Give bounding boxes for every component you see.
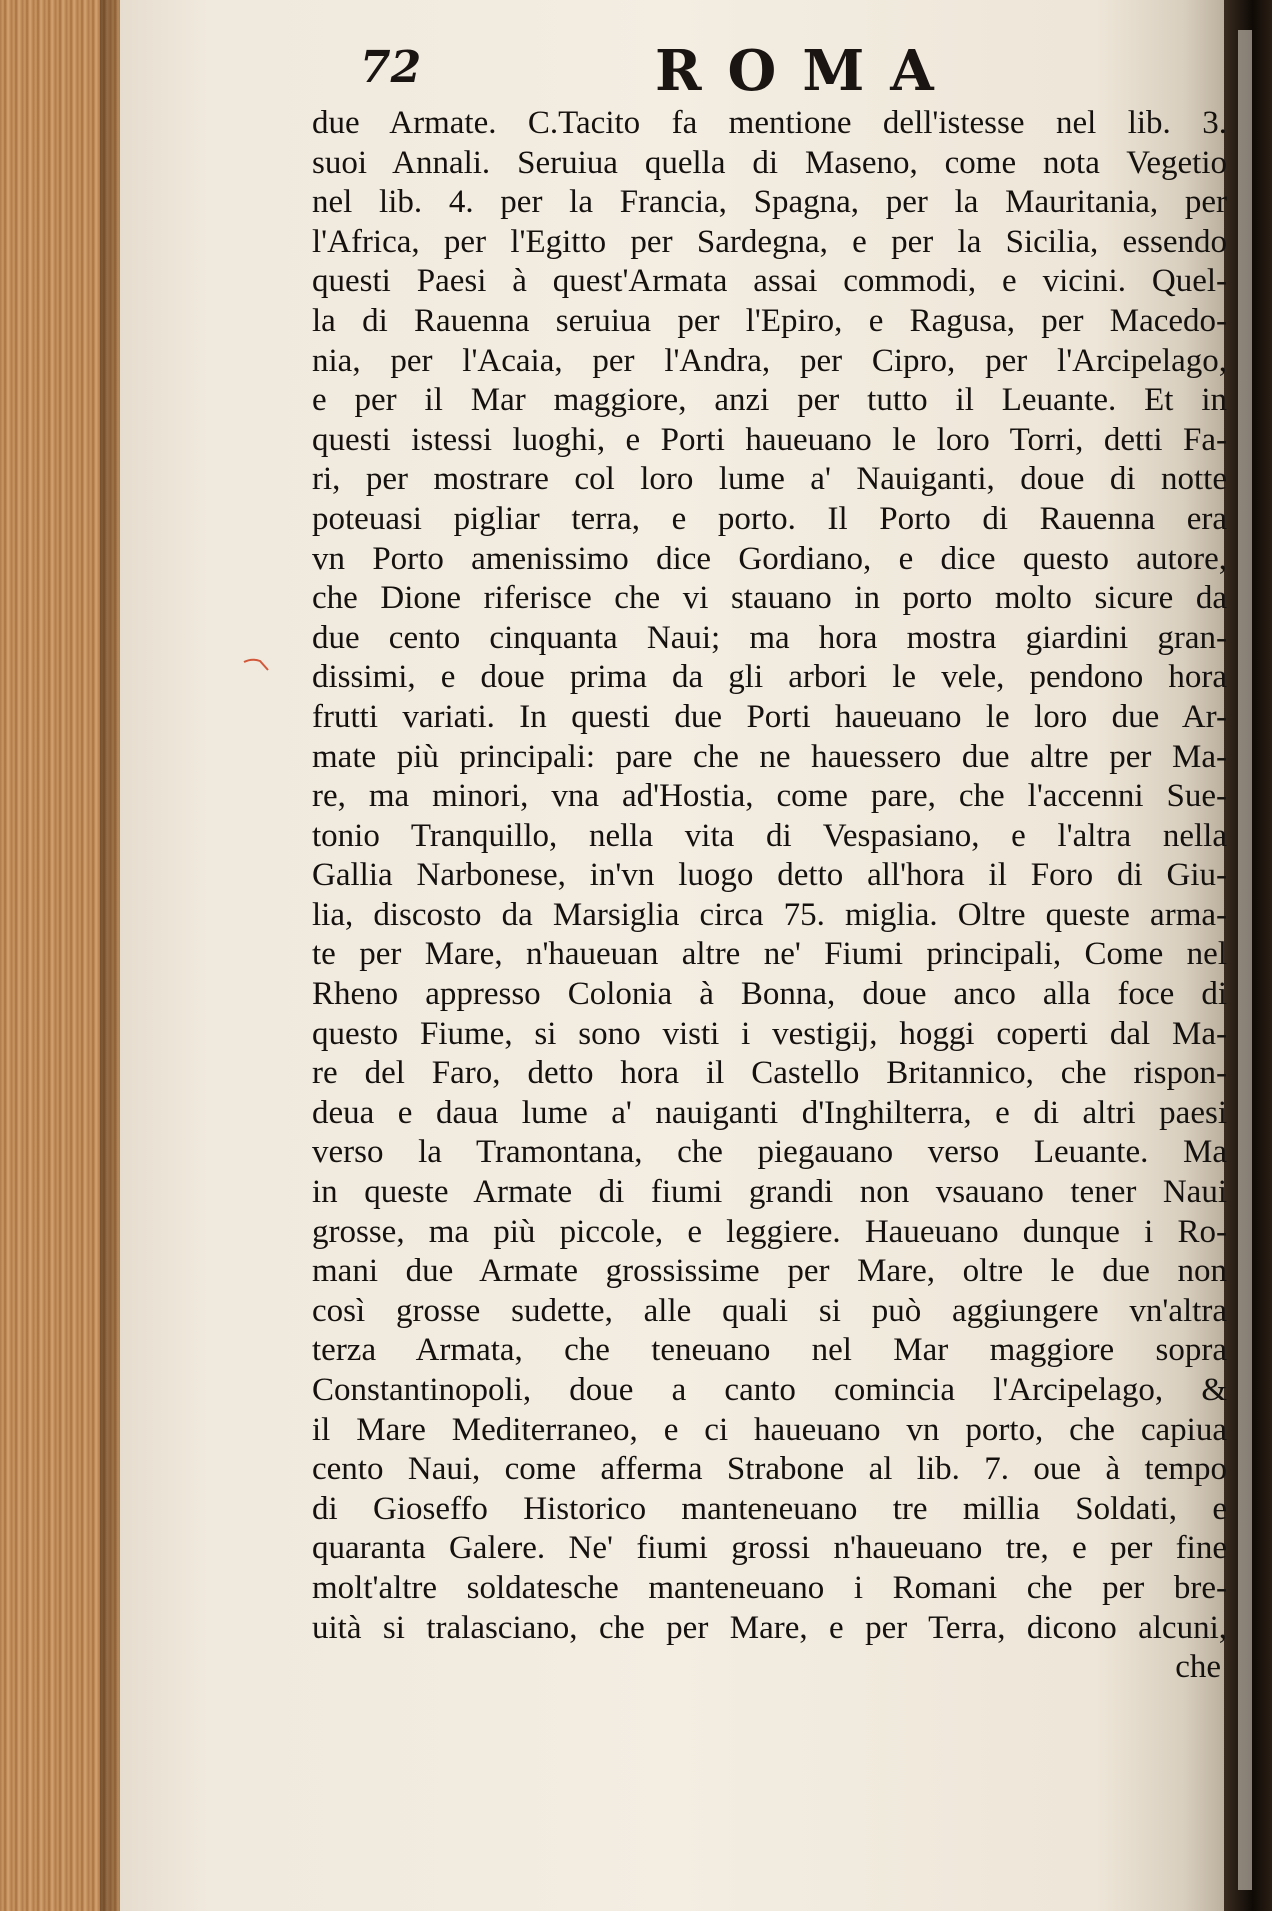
text-line: due cento cinquanta Naui; ma hora mostra giardini gran- bbox=[312, 619, 1227, 656]
text-line: verso la Tramontana, che piegauano verso Leuante. Ma bbox=[312, 1134, 1227, 1171]
text-line: molt'altre soldatesche manteneuano i Romani che per bre- bbox=[312, 1569, 1227, 1606]
text-line: questo Fiume, si sono visti i vestigij, hoggi coperti dal Ma- bbox=[312, 1015, 1227, 1052]
text-line: poteuasi pigliar terra, e porto. Il Porto di Rauenna era bbox=[312, 500, 1227, 537]
text-line: terza Armata, che teneuano nel Mar maggiore sopra bbox=[312, 1332, 1227, 1369]
text-line: questi Paesi à quest'Armata assai commodi, e vicini. Quel- bbox=[312, 263, 1227, 300]
page-header bbox=[360, 28, 980, 104]
text-line: in queste Armate di fiumi grandi non vsauano tener Naui bbox=[312, 1174, 1227, 1211]
text-line: dissimi, e doue prima da gli arbori le vele, pendono hora bbox=[312, 659, 1227, 696]
text-line: quaranta Galere. Ne' fiumi grossi n'haueuano tre, e per fine bbox=[312, 1530, 1227, 1567]
text-line: ri, per mostrare col loro lume a' Nauiganti, doue di notte bbox=[312, 461, 1227, 498]
text-line: la di Rauenna seruiua per l'Epiro, e Ragusa, per Macedo- bbox=[312, 302, 1227, 339]
text-line: e per il Mar maggiore, anzi per tutto il Leuante. Et in bbox=[312, 382, 1227, 419]
text-line: re, ma minori, vna ad'Hostia, come pare, che l'accenni Sue- bbox=[312, 778, 1227, 815]
text-line: frutti variati. In questi due Porti haueuano le loro due Ar- bbox=[312, 698, 1227, 735]
text-line: Gallia Narbonese, in'vn luogo detto all'hora il Foro di Giu- bbox=[312, 857, 1227, 894]
text-line: cento Naui, come afferma Strabone al lib. 7. oue à tempo bbox=[312, 1451, 1227, 1488]
text-line: nia, per l'Acaia, per l'Andra, per Cipro, per l'Arcipelago, bbox=[312, 342, 1227, 379]
text-line: Constantinopoli, doue a canto comincia l'Arcipelago, & bbox=[312, 1372, 1227, 1408]
text-line: il Mare Mediterraneo, e ci haueuano vn porto, che capiua bbox=[312, 1411, 1227, 1448]
leaf-strip bbox=[1238, 30, 1252, 1890]
text-line: re del Faro, detto hora il Castello Britannico, che rispon- bbox=[312, 1055, 1227, 1092]
text-line: mate più principali: pare che ne hauessero due altre per Ma- bbox=[312, 738, 1227, 775]
text-line: che Dione riferisce che vi stauano in porto molto sicure da bbox=[312, 580, 1227, 617]
text-line: te per Mare, n'haueuan altre ne' Fiumi principali, Come nel bbox=[312, 936, 1227, 973]
text-line: l'Africa, per l'Egitto per Sardegna, e per la Sicilia, essendo bbox=[312, 223, 1227, 260]
catchword: che bbox=[1175, 1649, 1221, 1686]
text-line: grosse, ma più piccole, e leggiere. Haueuano dunque i Ro- bbox=[312, 1213, 1227, 1250]
text-line: vn Porto amenissimo dice Gordiano, e dice questo autore, bbox=[312, 540, 1227, 577]
text-line: Rheno appresso Colonia à Bonna, doue anco alla foce di bbox=[312, 976, 1227, 1013]
text-line: due Armate. C.Tacito fa mentione dell'istesse nel lib. 3. bbox=[312, 105, 1227, 141]
text-line: di Gioseffo Historico manteneuano tre millia Soldati, e bbox=[312, 1490, 1227, 1527]
text-line: suoi Annali. Seruiua quella di Maseno, come nota Vegetio bbox=[312, 144, 1227, 181]
body-text bbox=[312, 104, 1227, 1804]
text-line: nel lib. 4. per la Francia, Spagna, per la Mauritania, per bbox=[312, 184, 1227, 221]
page-number: 72 bbox=[360, 42, 422, 93]
text-line: così grosse sudette, alle quali si può aggiungere vn'altra bbox=[312, 1292, 1227, 1329]
text-line: deua e daua lume a' nauiganti d'Inghilterra, e di altri paesi bbox=[312, 1094, 1227, 1131]
text-line: uità si tralasciano, che per Mare, e per Terra, dicono alcuni, bbox=[312, 1609, 1227, 1646]
text-line: tonio Tranquillo, nella vita di Vespasiano, e l'altra nella bbox=[312, 817, 1227, 854]
margin-bracket-mark bbox=[242, 656, 272, 676]
text-line: questi istessi luoghi, e Porti haueuano le loro Torri, detti Fa- bbox=[312, 421, 1227, 458]
running-title: ROMA bbox=[655, 38, 960, 104]
text-line: mani due Armate grossissime per Mare, oltre le due non bbox=[312, 1253, 1227, 1290]
text-line: lia, discosto da Marsiglia circa 75. miglia. Oltre queste arma- bbox=[312, 896, 1227, 933]
